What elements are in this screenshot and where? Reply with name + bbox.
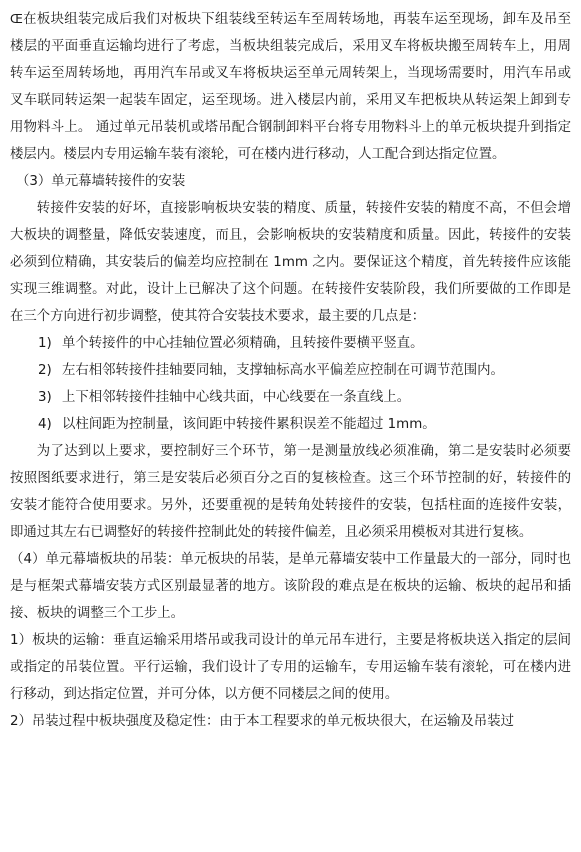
list-item-number: 2) [38,363,52,378]
list-item [10,357,571,384]
section-heading-3: （3）单元幕墙转接件的安装 [16,174,186,189]
paragraph-transport [10,6,571,168]
requirements-list [10,330,571,438]
list-item [10,330,571,357]
list-item-number: 1) [38,336,52,351]
list-item [10,384,571,411]
list-item [10,411,571,438]
list-item-text: 上下相邻转接件挂轴中心线共面，中心线要在一条直线上。 [62,390,411,405]
list-item-text: 左右相邻转接件挂轴要同轴，支撑轴标高水平偏差应控制在可调节范围内。 [62,363,504,378]
paragraph-panel-transport: 1）板块的运输：垂直运输采用塔吊或我司设计的单元吊车进行，主要是将板块送入指定的层间或指定的吊装位置。平行运输，我们设计了专用的运输车，专用运输车装有滚轮，可在楼内进行移动，到达指定位置，并可分体，以方便不同楼层之间的使用。 [10,633,571,702]
paragraph-control-steps: 为了达到以上要求，要控制好三个环节，第一是测量放线必须准确，第二是安装时必须要按照图纸要求进行，第三是安装后必须百分之百的复核检查。这三个环节控制的好，转接件的安装才能符合使用要求。另外，还要重视的是转角处转接件的安装，包括柱面的连接件安装，即通过其左右已调整好的转接件控制此处的转接件偏差，且必须采用模板对其进行复核。 [10,444,571,540]
paragraph-transport-text: 在板块组装完成后我们对板块下组装线至转运车至周转场地，再装车运至现场，卸车及吊至楼层的平面垂直运输均进行了考虑，当板块组装完成后，采用叉车将板块搬至周转车上，用周转车运至周转场地，再用汽车吊或叉车将板块运至单元周转架上，当现场需要时，用汽车吊或叉车联同转运架一起装车固定，运至现场。进入楼层内前，采用叉车把板块从转运架上卸到专用物料斗上。 通过单元吊装机或塔吊配合钢制卸料平台将专用物料斗上的单元板块提升到指定楼层内。楼层内专用运输车装有滚轮，可在楼内进行移动，人工配合到达指定位置。 [10,12,571,162]
list-item-text: 以柱间距为控制量，该间距中转接件累积误差不能超过 1mm。 [62,417,436,432]
list-item-number: 4) [38,417,52,432]
paragraph-panel-strength: 2）吊装过程中板块强度及稳定性：由于本工程要求的单元板块很大，在运输及吊装过 [10,714,514,729]
paragraph-connector-intro: 转接件安装的好坏，直接影响板块安装的精度、质量，转接件安装的精度不高，不但会增大板块的调整量，降低安装速度，而且，会影响板块的安装精度和质量。因此，转接件的安装必须到位精确，其安装后的偏差均应控制在 1mm 之内。要保证这个精度，首先转接件应该能实现三维调整。对此，设计上已解决了这个问题。在转接件安装阶段，我们所要做的工作即是在三个方向进行初步调整，使其符合安装技术要求，最主要的几点是： [10,201,571,324]
list-item-number: 3) [38,390,52,405]
list-item-text: 单个转接件的中心挂轴位置必须精确，且转接件要横平竖直。 [62,336,424,351]
paragraph-hoisting: （4）单元幕墙板块的吊装：单元板块的吊装，是单元幕墙安装中工作量最大的一部分，同时也是与框架式幕墙安装方式区别最显著的地方。该阶段的难点是在板块的运输、板块的起吊和插接、板块的调整三个工步上。 [10,552,571,621]
paragraph-marker-icon: Œ [10,12,23,26]
